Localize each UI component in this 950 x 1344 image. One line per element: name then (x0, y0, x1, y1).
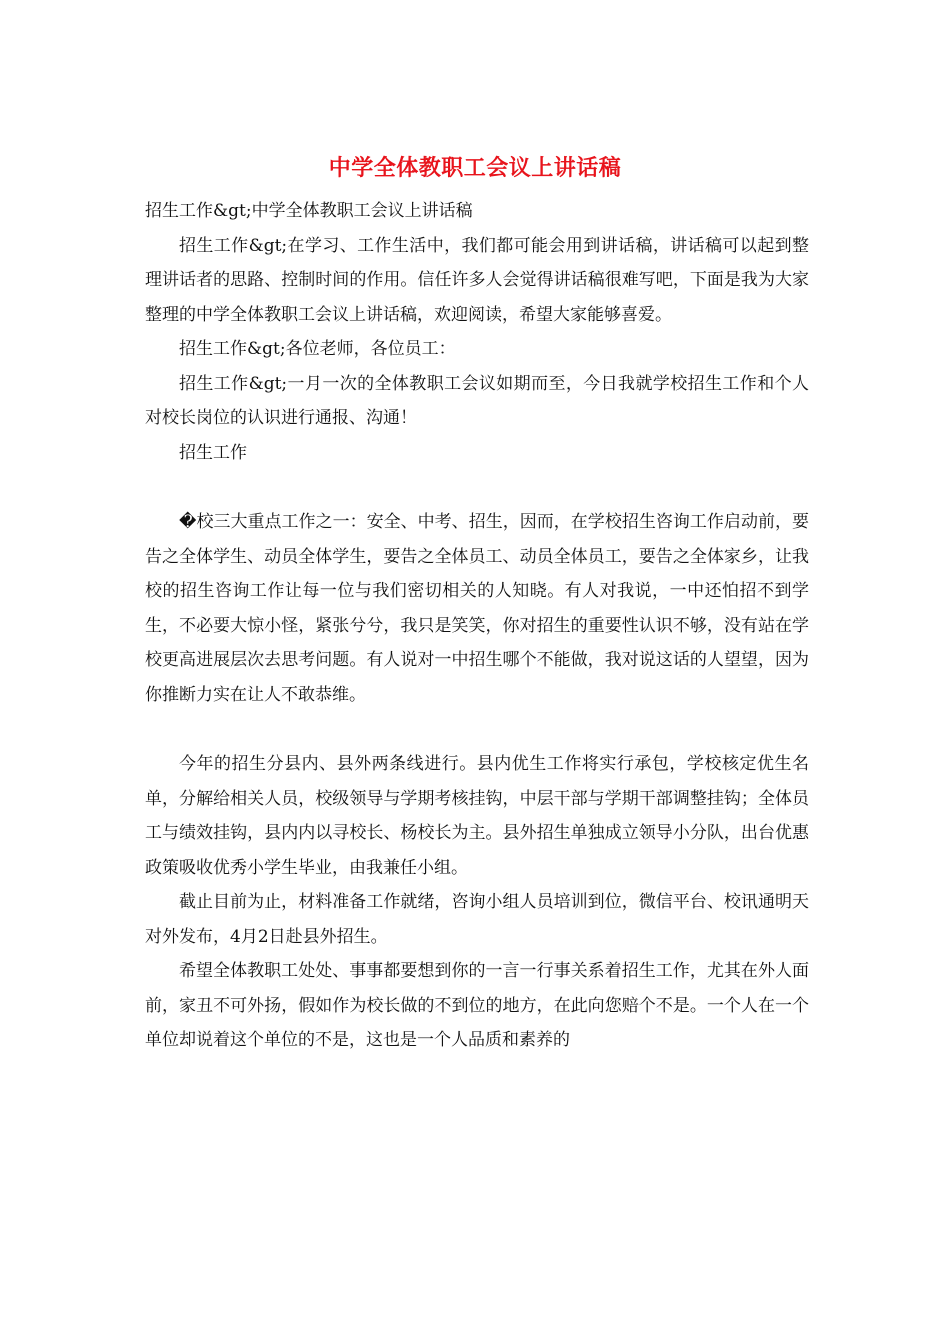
paragraph-key-work: �校三大重点工作之一：安全、中考、招生，因而，在学校招生咨询工作启动前，要告之全体学生、动员全体学生，要告之全体员工、动员全体员工，要告之全体家乡，让我校的招生咨询工作让每一位与我们密切相关的人知晓。有人对我说，一中还怕招不到学生，不必要大惊小怪，紧张兮兮，我只是笑笑，你对招生的重要性认识不够，没有站在学校更高进展层次去思考问题。有人说对一中招生哪个不能做，我对说这话的人望望，因为你推断力实在让人不敢恭维。 (145, 512, 809, 705)
document-title: 中学全体教职工会议上讲话稿 (328, 155, 622, 181)
paragraph-subtitle: 招生工作&gt;中学全体教职工会议上讲话稿 (145, 201, 473, 221)
paragraph-greeting: 招生工作&gt;各位老师，各位员工： (179, 339, 456, 359)
paragraph-hope: 希望全体教职工处处、事事都要想到你的一言一行事关系着招生工作，尤其在外人面前，家丑不可外扬，假如作为校长做的不到位的地方，在此向您赔个不是。一个人在一个单位却说着这个单位的不是，这也是一个人品质和素养的 (145, 961, 809, 1050)
document-body (145, 194, 809, 1058)
paragraph-enrollment-plan: 今年的招生分县内、县外两条线进行。县内优生工作将实行承包，学校核定优生名单，分解给相关人员，校级领导与学期考核挂钩，中层干部与学期干部调整挂钩；全体员工与绩效挂钩，县内内以寻校长、杨校长为主。县外招生单独成立领导小分队，出台优惠政策吸收优秀小学生毕业，由我兼任小组。 (145, 754, 809, 878)
paragraph-intro: 招生工作&gt;在学习、工作生活中，我们都可能会用到讲话稿，讲话稿可以起到整理讲话者的思路、控制时间的作用。信任许多人会觉得讲话稿很难写吧，下面是我为大家整理的中学全体教职工会议上讲话稿，欢迎阅读，希望大家能够喜爱。 (145, 235, 809, 325)
paragraph-opening: 招生工作&gt;一月一次的全体教职工会议如期而至，今日我就学校招生工作和个人对校长岗位的认识进行通报、沟通！ (145, 373, 809, 428)
paragraph-progress: 截止目前为止，材料准备工作就绪，咨询小组人员培训到位，微信平台、校讯通明天对外发布，4月2日赴县外招生。 (145, 892, 809, 947)
paragraph-section-heading: 招生工作 (179, 442, 247, 463)
